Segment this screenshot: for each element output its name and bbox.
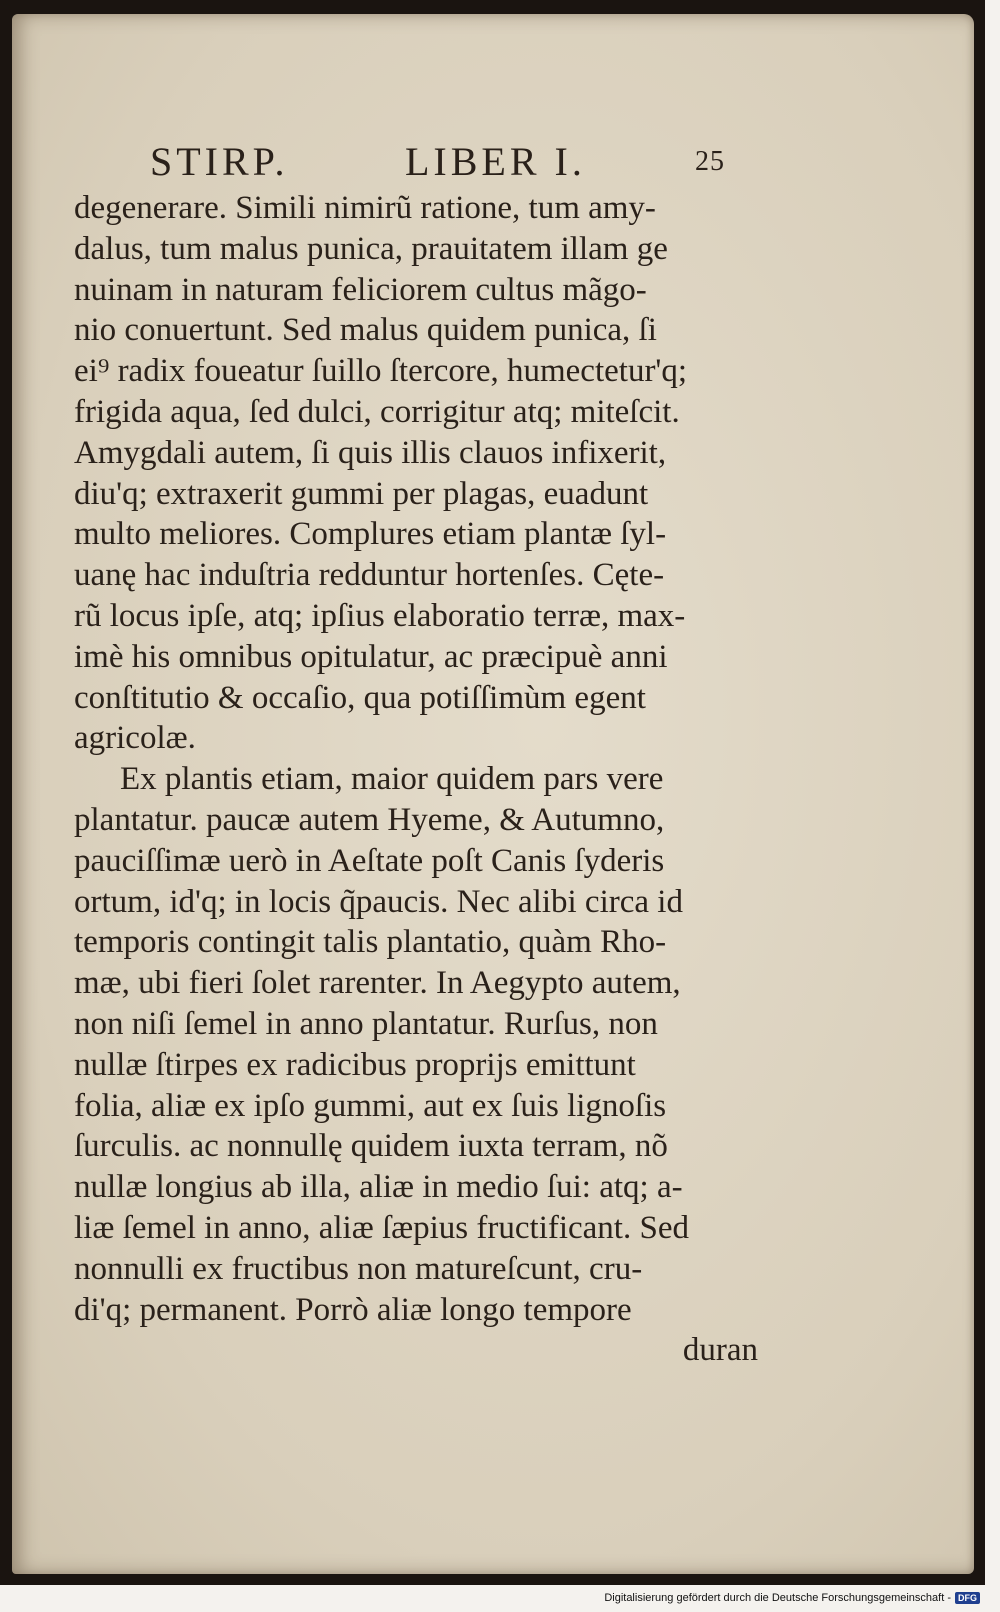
digitization-credit <box>604 1588 980 1608</box>
text-line: nullæ ſtirpes ex radicibus proprijs emittunt <box>74 1046 636 1083</box>
text-line: nuinam in naturam feliciorem cultus mãgo- <box>74 271 647 308</box>
text-line: Amygdali autem, ſi quis illis clauos infixerit, <box>74 434 667 471</box>
text-line: nullæ longius ab illa, aliæ in medio ſui: atq; a- <box>74 1169 683 1206</box>
running-header <box>150 138 750 188</box>
text-line: temporis contingit talis plantatio, quàm Rho- <box>74 924 667 961</box>
text-line: agricolæ. <box>74 720 196 757</box>
header-left: STIRP. <box>150 139 289 184</box>
text-line: folia, aliæ ex ipſo gummi, aut ex ſuis lignoſis <box>74 1087 667 1124</box>
text-line: uanę hac induſtria redduntur hortenſes. Cęte- <box>74 557 665 594</box>
text-line: diu'q; extraxerit gummi per plagas, euadunt <box>74 475 649 512</box>
text-line: liæ ſemel in anno, aliæ ſæpius fructificant. Sed <box>74 1209 689 1246</box>
credit-text: Digitalisierung gefördert durch die Deutsche Forschungsgemeinschaft - <box>604 1592 951 1604</box>
body-text <box>74 188 764 1371</box>
text-line: plantatur. paucæ autem Hyeme, & Autumno, <box>74 801 665 838</box>
header-center: LIBER I. <box>405 139 586 184</box>
text-line: nonnulli ex fructibus non matureſcunt, cru- <box>74 1250 643 1287</box>
text-line: rũ locus ipſe, atq; ipſius elaboratio terræ, max- <box>74 597 686 634</box>
text-line: degenerare. Simili nimirũ ratione, tum amy- <box>74 190 656 226</box>
paragraph-start-line: Ex plantis etiam, maior quidem pars vere <box>120 761 664 798</box>
text-line: di'q; permanent. Porrò aliæ longo tempore <box>74 1291 632 1328</box>
text-line: ſurculis. ac nonnullę quidem iuxta terram, nõ <box>74 1128 668 1165</box>
dfg-logo: DFG <box>955 1592 980 1604</box>
text-line: pauciſſimæ uerò in Aeſtate poſt Canis ſyderis <box>74 842 665 879</box>
text-line: ei⁹ radix foueatur ſuillo ſtercore, humectetur'q; <box>74 353 688 390</box>
page-number: 25 <box>695 146 725 177</box>
text-line: non niſi ſemel in anno plantatur. Rurſus, non <box>74 1005 658 1042</box>
text-line: ortum, id'q; in locis q̃paucis. Nec alibi circa id <box>74 883 683 920</box>
text-line: dalus, tum malus punica, prauitatem illam ge <box>74 230 668 267</box>
text-line: conſtitutio & occaſio, qua potiſſimùm egent <box>74 679 646 716</box>
text-line: frigida aqua, ſed dulci, corrigitur atq; miteſcit. <box>74 393 680 430</box>
text-line: imè his omnibus opitulatur, ac præcipuè anni <box>74 638 668 675</box>
text-line: multo meliores. Complures etiam plantæ ſyl- <box>74 516 667 553</box>
catchword: duran <box>682 1332 758 1369</box>
text-line: mæ, ubi fieri ſolet rarenter. In Aegypto autem, <box>74 965 681 1002</box>
text-line: nio conuertunt. Sed malus quidem punica, ſi <box>74 312 657 349</box>
